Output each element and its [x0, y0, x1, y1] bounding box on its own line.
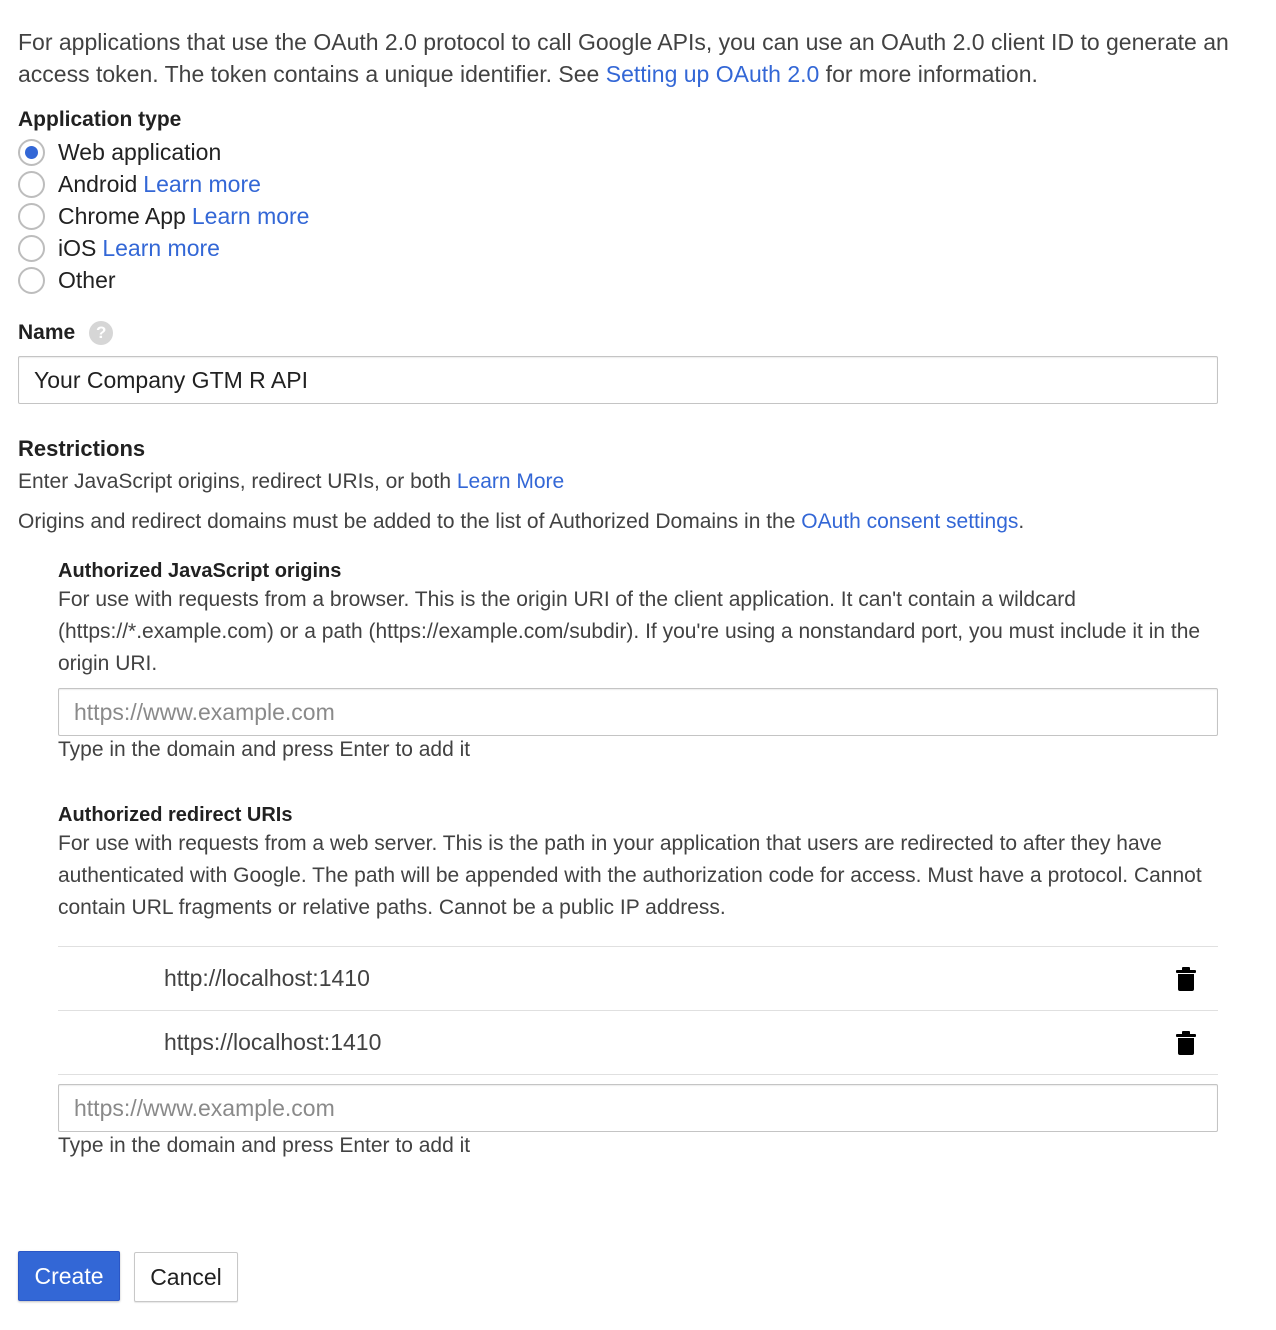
help-icon[interactable]: ?: [89, 321, 113, 345]
application-type-label: Application type: [18, 108, 182, 131]
redirect-uris-input[interactable]: [58, 1084, 1218, 1132]
radio-chrome-app[interactable]: [18, 201, 309, 231]
name-label-row: [18, 318, 113, 348]
radio-button[interactable]: [18, 267, 45, 294]
radio-web-application[interactable]: [18, 137, 221, 167]
trash-icon[interactable]: [1176, 1031, 1196, 1055]
redirect-uri-text: https://localhost:1410: [164, 1029, 382, 1055]
redirect-uris-title: Authorized redirect URIs: [58, 804, 293, 826]
create-button[interactable]: Create: [18, 1251, 120, 1301]
name-input-value: Your Company GTM R API: [34, 366, 308, 393]
redirect-uris-placeholder: https://www.example.com: [74, 1094, 335, 1121]
radio-ios[interactable]: [18, 233, 220, 263]
restrictions-line2: [18, 506, 1024, 538]
js-origins-title: Authorized JavaScript origins: [58, 560, 342, 582]
ios-learn-more-link[interactable]: Learn more: [102, 234, 220, 261]
js-origins-hint: Type in the domain and press Enter to add it: [58, 738, 471, 761]
android-learn-more-link[interactable]: Learn more: [143, 170, 261, 197]
radio-button[interactable]: [18, 235, 45, 262]
redirect-uri-text: http://localhost:1410: [164, 965, 370, 991]
intro-text: For applications that use the OAuth 2.0 protocol to call Google APIs, you can use an OAuth 2.0 client ID to generate an access token. The token contains a unique identifier. See: [18, 29, 1229, 87]
radio-button[interactable]: [18, 203, 45, 230]
redirect-uri-row[interactable]: [58, 1010, 1218, 1074]
redirect-uris-hint: Type in the domain and press Enter to add it: [58, 1134, 471, 1157]
radio-other[interactable]: [18, 265, 116, 295]
radio-android[interactable]: [18, 169, 261, 199]
radio-label: iOS: [58, 234, 97, 261]
restrictions-learn-more-link[interactable]: Learn More: [456, 470, 565, 493]
restrictions-line1: [18, 466, 564, 498]
restrictions-line2-suffix: .: [1018, 510, 1025, 533]
restrictions-line2-text: Origins and redirect domains must be added to the list of Authorized Domains in the: [18, 510, 802, 533]
js-origins-input[interactable]: [58, 688, 1218, 736]
radio-label: Web application: [58, 138, 222, 165]
restrictions-line1-text: Enter JavaScript origins, redirect URIs, or both: [18, 470, 457, 493]
oauth-consent-settings-link[interactable]: OAuth consent settings: [801, 510, 1019, 533]
radio-label: Chrome App: [58, 202, 186, 229]
cancel-button[interactable]: Cancel: [134, 1252, 238, 1302]
setting-up-oauth-link[interactable]: Setting up OAuth 2.0: [605, 61, 820, 87]
divider: [58, 1074, 1218, 1075]
restrictions-title: Restrictions: [18, 436, 146, 461]
radio-button-selected[interactable]: [18, 139, 45, 166]
intro-suffix: for more information.: [819, 61, 1038, 87]
trash-icon[interactable]: [1176, 967, 1196, 991]
redirect-uris-description: For use with requests from a web server. This is the path in your application that users are redirected to after they have authenticated with Google. The path will be appended with the authorization code for access. Must have a protocol. Cannot contain URL fragments or relative paths. Cannot be a public IP address.: [58, 832, 1202, 919]
name-label: Name: [18, 321, 76, 344]
chrome-app-learn-more-link[interactable]: Learn more: [191, 202, 310, 229]
name-input[interactable]: [18, 356, 1218, 404]
js-origins-description: For use with requests from a browser. This is the origin URI of the client application. It can't contain a wildcard (https://*.example.com) or a path (https://example.com/subdir). If you're using a nonstandard port, you must include it in the origin URI.: [58, 588, 1201, 675]
intro-paragraph: [18, 26, 1238, 90]
radio-label: Other: [58, 266, 116, 293]
js-origins-placeholder: https://www.example.com: [74, 698, 335, 725]
radio-label: Android: [58, 170, 138, 197]
radio-button[interactable]: [18, 171, 45, 198]
redirect-uri-row[interactable]: [58, 946, 1218, 1010]
